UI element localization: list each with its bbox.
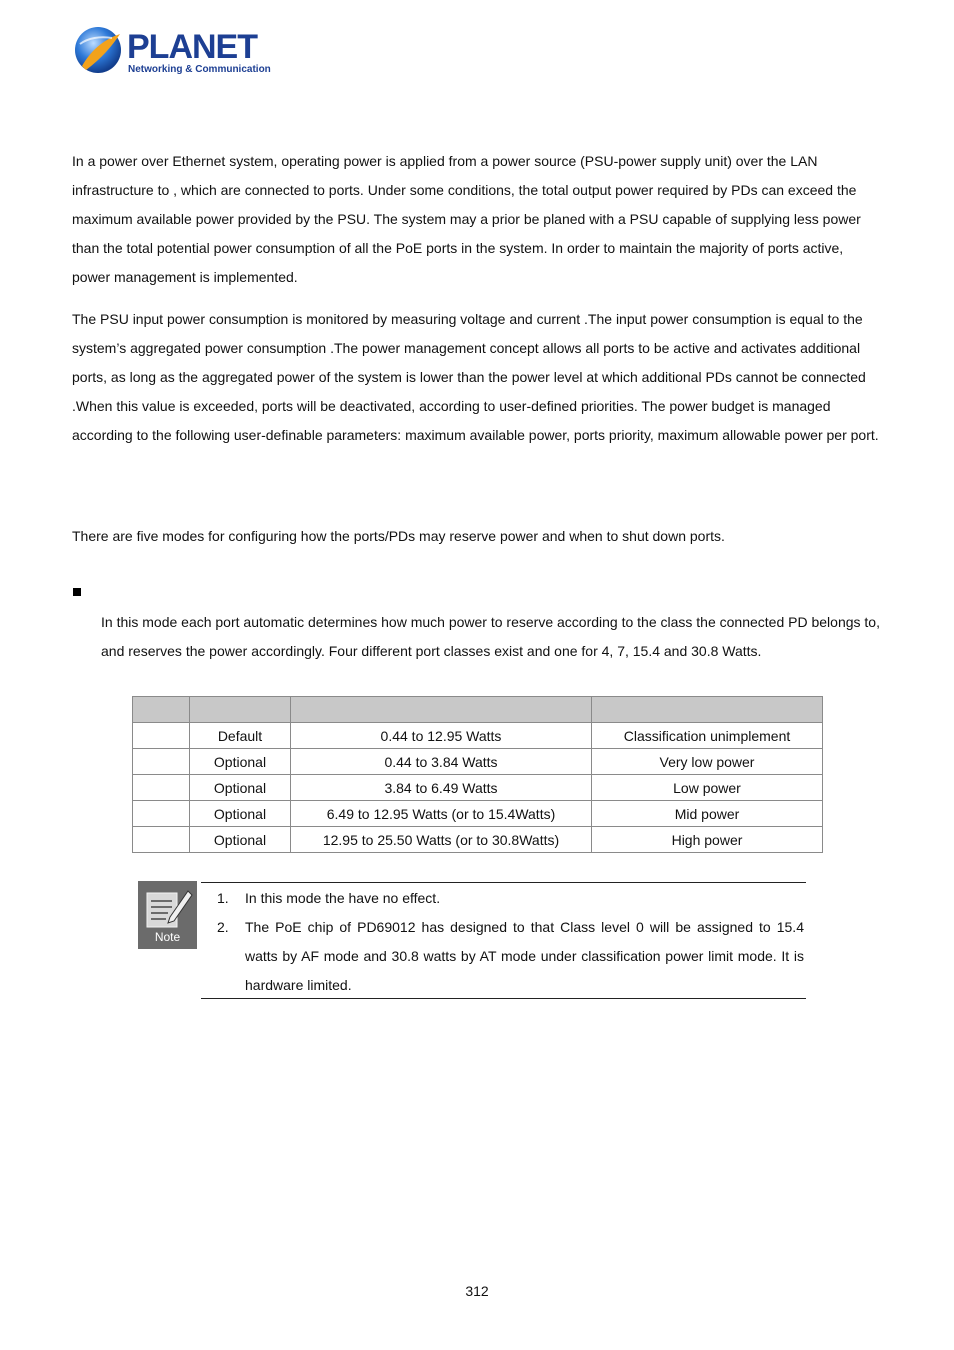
table-cell: Default: [190, 723, 291, 749]
table-cell: [133, 749, 190, 775]
table-cell: 0.44 to 12.95 Watts: [291, 723, 592, 749]
table-header-cell: [291, 697, 592, 723]
table-row: [133, 827, 823, 853]
table-header-row: [133, 697, 823, 723]
table-row: [133, 749, 823, 775]
note-item-number: 2.: [217, 919, 229, 935]
planet-logo: [72, 22, 272, 78]
table-cell: Classification unimplement: [592, 723, 823, 749]
table-cell: 3.84 to 6.49 Watts: [291, 775, 592, 801]
paragraph-psu: The PSU input power consumption is monitored by measuring voltage and current .The input power consumption is equal to the system’s aggregated power consumption .The power management concept allows all ports to be active and activates additional ports, as long as the aggregated power of the system is lower than the power level at which additional PDs cannot be connected .When this value is exceeded, ports will be deactivated, according to user-defined priorities. The power budget is managed according to the following user-definable parameters: maximum available power, ports priority, maximum allowable power per port.: [72, 311, 879, 443]
table-cell: 12.95 to 25.50 Watts (or to 30.8Watts): [291, 827, 592, 853]
table-cell: Optional: [190, 827, 291, 853]
table-cell: Low power: [592, 775, 823, 801]
table-row: [133, 723, 823, 749]
logo-tagline: Networking & Communication: [128, 64, 271, 75]
note-item-text: In this mode the have no effect.: [245, 890, 441, 906]
note-item-text: The PoE chip of PD69012 has designed to that Class level 0 will be assigned to 15.4 watts by AF mode and 30.8 watts by AT mode under classification power limit mode. It is hardware limited.: [245, 919, 804, 993]
table-cell: [133, 775, 190, 801]
table-cell: Mid power: [592, 801, 823, 827]
table-cell: Optional: [190, 801, 291, 827]
table-header-cell: [592, 697, 823, 723]
mode-description: In this mode each port automatic determines how much power to reserve according to the class the connected PD belongs to, and reserves the power accordingly. Four different port classes exist and one for 4, 7, 15.4 and 30.8 Watts.: [101, 614, 880, 659]
table-cell: 6.49 to 12.95 Watts (or to 15.4Watts): [291, 801, 592, 827]
bullet-icon: [73, 588, 81, 596]
note-item-number: 1.: [217, 890, 229, 906]
table-cell: High power: [592, 827, 823, 853]
power-class-table: [132, 696, 823, 853]
paragraph-intro: In a power over Ethernet system, operating power is applied from a power source (PSU-power supply unit) over the LAN infrastructure to , which are connected to ports. Under some conditions, the total output power required by PDs can exceed the maximum available power provided by the PSU. The system may a prior be planed with a PSU capable of supplying less power than the total potential power consumption of all the PoE ports in the system. In order to maintain the majority of ports active, power management is implemented.: [72, 153, 861, 285]
page-number: 312: [465, 1283, 489, 1299]
table-cell: 0.44 to 3.84 Watts: [291, 749, 592, 775]
logo-brand: PLANET: [127, 28, 257, 66]
table-cell: Very low power: [592, 749, 823, 775]
table-header-cell: [133, 697, 190, 723]
paragraph-modes: There are five modes for configuring how the ports/PDs may reserve power and when to shut down ports.: [72, 528, 725, 544]
table-cell: [133, 801, 190, 827]
note-icon-label: Note: [154, 930, 181, 944]
table-cell: Optional: [190, 749, 291, 775]
table-row: [133, 801, 823, 827]
table-cell: Optional: [190, 775, 291, 801]
table-header-cell: [190, 697, 291, 723]
note-box: [201, 882, 806, 999]
table-cell: [133, 827, 190, 853]
table-row: [133, 775, 823, 801]
table-cell: [133, 723, 190, 749]
note-icon: [138, 881, 197, 949]
